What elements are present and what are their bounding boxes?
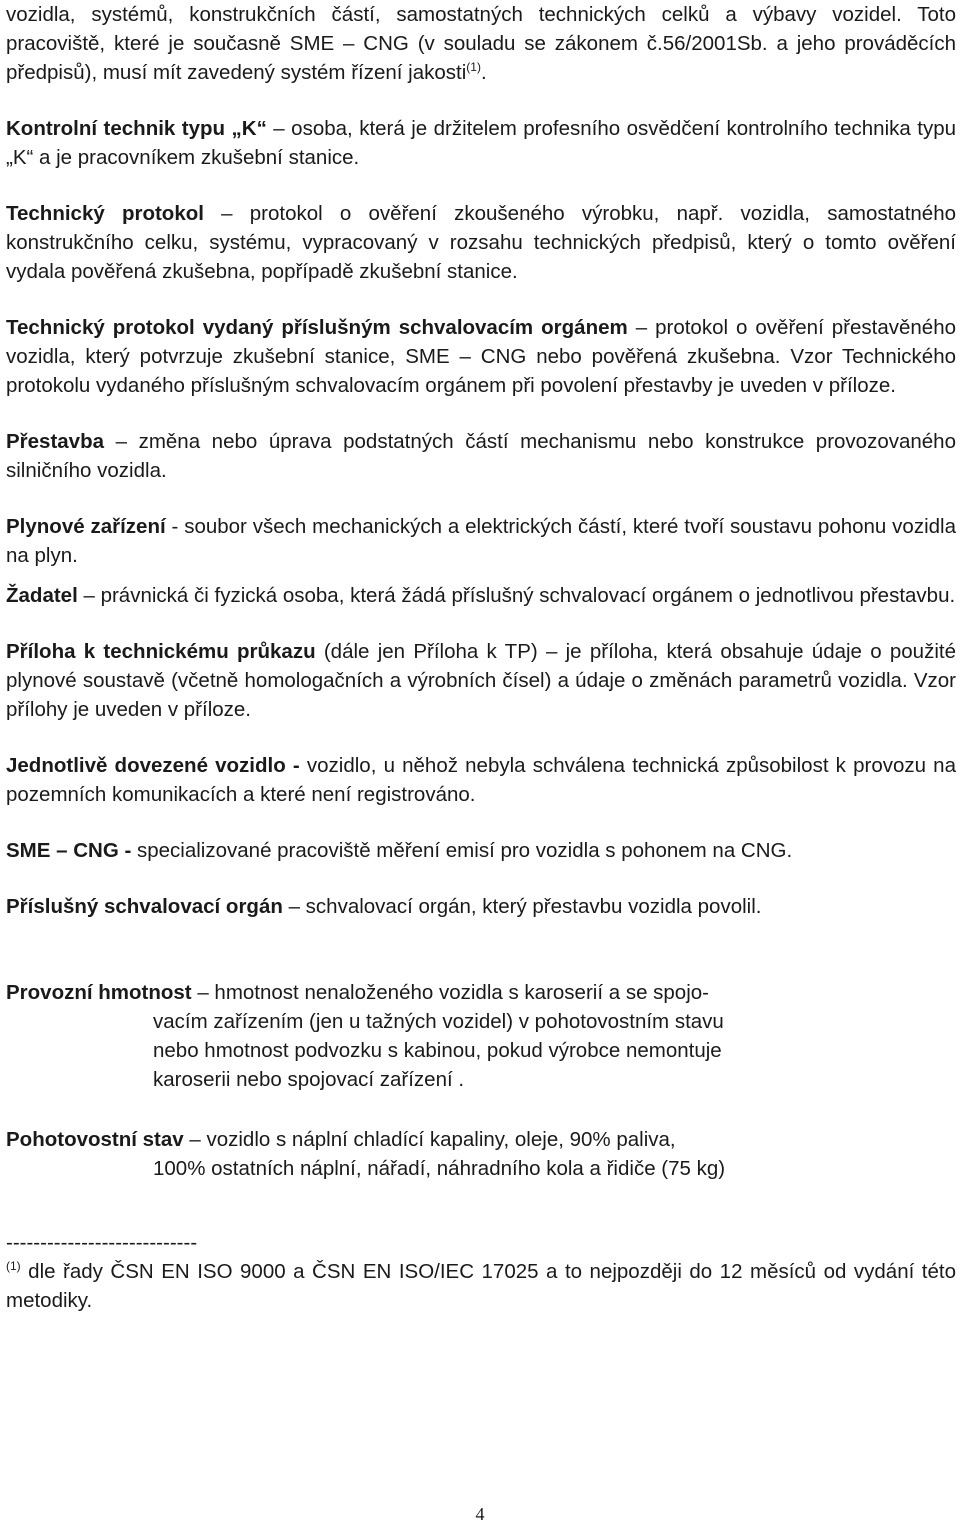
definition-pohotovostni-stav — [6, 1125, 956, 1183]
definition-text: – právnická či fyzická osoba, která žádá příslušný schvalovací orgánem o jednotlivou přestavbu. — [77, 584, 956, 607]
definition-term: Jednotlivě dovezené vozidlo - — [6, 754, 300, 777]
definition-term: Technický protokol — [6, 202, 204, 225]
definition-text: – změna nebo úprava podstatných částí mechanismu nebo konstrukce provozovaného silničního vozidla. — [6, 430, 956, 482]
definition-jednotlive-dovezene-vozidlo — [6, 751, 956, 809]
definition-text: vozidlo, u něhož nebyla schválena technická způsobilost k provozu na pozemních komunikacích a které není registrováno. — [6, 754, 956, 806]
definition-text: (dále jen Příloha k TP) – je příloha, která obsahuje údaje o použité plynové soustavě (včetně homologačních a výrobních čísel) a údaje o změnách parametrů vozidla. Vzor přílohy je uveden v příloze. — [6, 640, 956, 721]
definition-term: SME – CNG - — [6, 839, 132, 862]
definition-prestavba — [6, 427, 956, 485]
intro-paragraph — [6, 0, 956, 87]
definition-technicky-protokol-schvalovaci — [6, 313, 956, 400]
intro-end: . — [480, 61, 487, 84]
definition-priloha-tp — [6, 637, 956, 724]
definition-plynove-zarizeni — [6, 512, 956, 570]
document-page — [6, 0, 956, 1315]
definition-sme-cng — [6, 836, 956, 865]
definition-term: Příloha k technickému průkazu — [6, 640, 316, 663]
definition-text-line: karoserii nebo spojovací zařízení . — [153, 1068, 465, 1091]
definition-text-line: nebo hmotnost podvozku s kabinou, pokud výrobce nemontuje — [153, 1039, 722, 1062]
footnote-text: dle řady ČSN EN ISO 9000 a ČSN EN ISO/IEC 17025 a to nejpozději do 12 měsíců od vydání této metodiky. — [6, 1260, 956, 1312]
footnote-reference: (1) — [466, 60, 481, 74]
definition-text-line: – hmotnost nenaloženého vozidla s karoserií a se spojo- — [191, 981, 709, 1004]
definition-text: – protokol o ověření zkoušeného výrobku, např. vozidla, samostatného konstrukčního celku, systému, vypracovaný v rozsahu technických předpisů, který o tomto ověření vydala pověřená zkušebna, popřípadě zkušební stanice. — [6, 202, 956, 283]
definition-text: - soubor všech mechanických a elektrických částí, které tvoří soustavu pohonu vozidla na plyn. — [6, 515, 956, 567]
definition-term: Kontrolní technik typu „K“ — [6, 117, 267, 140]
page-number: 4 — [475, 1504, 485, 1524]
footnote — [6, 1257, 956, 1315]
definition-term: Provozní hmotnost — [6, 981, 192, 1004]
definition-text: specializované pracoviště měření emisí pro vozidla s pohonem na CNG. — [131, 839, 793, 862]
definition-technicky-protokol — [6, 199, 956, 286]
definition-term: Pohotovostní stav — [6, 1128, 184, 1151]
definition-text-line: vacím zařízením (jen u tažných vozidel) v pohotovostním stavu — [153, 1010, 724, 1033]
definition-term: Příslušný schvalovací orgán — [6, 895, 283, 918]
definition-kontrolni-technik — [6, 114, 956, 172]
definition-term: Přestavba — [6, 430, 105, 453]
definition-prislusny-schvalovaci-organ — [6, 892, 956, 921]
definition-provozni-hmotnost — [6, 978, 956, 1094]
definition-text-line: – vozidlo s náplní chladící kapaliny, oleje, 90% paliva, — [183, 1128, 676, 1151]
definition-term: Technický protokol vydaný příslušným schvalovacím orgánem — [6, 316, 628, 339]
definition-text: – protokol o ověření přestavěného vozidla, který potvrzuje zkušební stanice, SME – CNG nebo pověřená zkušebna. Vzor Technického protokolu vydaného příslušným schvalovacím orgánem při povolení přestavby je uveden v příloze. — [6, 316, 956, 397]
definition-text-line: 100% ostatních náplní, nářadí, náhradního kola a řidiče (75 kg) — [153, 1157, 726, 1180]
definition-term: Plynové zařízení — [6, 515, 166, 538]
definition-term: Žadatel — [6, 584, 78, 607]
intro-text: vozidla, systémů, konstrukčních částí, samostatných technických celků a výbavy vozidel. Toto pracoviště, které je současně SME – CNG (v souladu se zákonem č.56/2001Sb. a jeho prováděcích předpisů), musí mít zavedený systém řízení jakosti — [6, 3, 956, 84]
definition-text: – osoba, která je držitelem profesního osvědčení kontrolního technika typu „K“ a je pracovníkem zkušební stanice. — [6, 117, 956, 169]
footnote-separator: ---------------------------- — [6, 1231, 198, 1254]
definition-text: – schvalovací orgán, který přestavbu vozidla povolil. — [282, 895, 762, 918]
footnote-marker: (1) — [6, 1259, 21, 1273]
definition-zadatel — [6, 581, 956, 610]
